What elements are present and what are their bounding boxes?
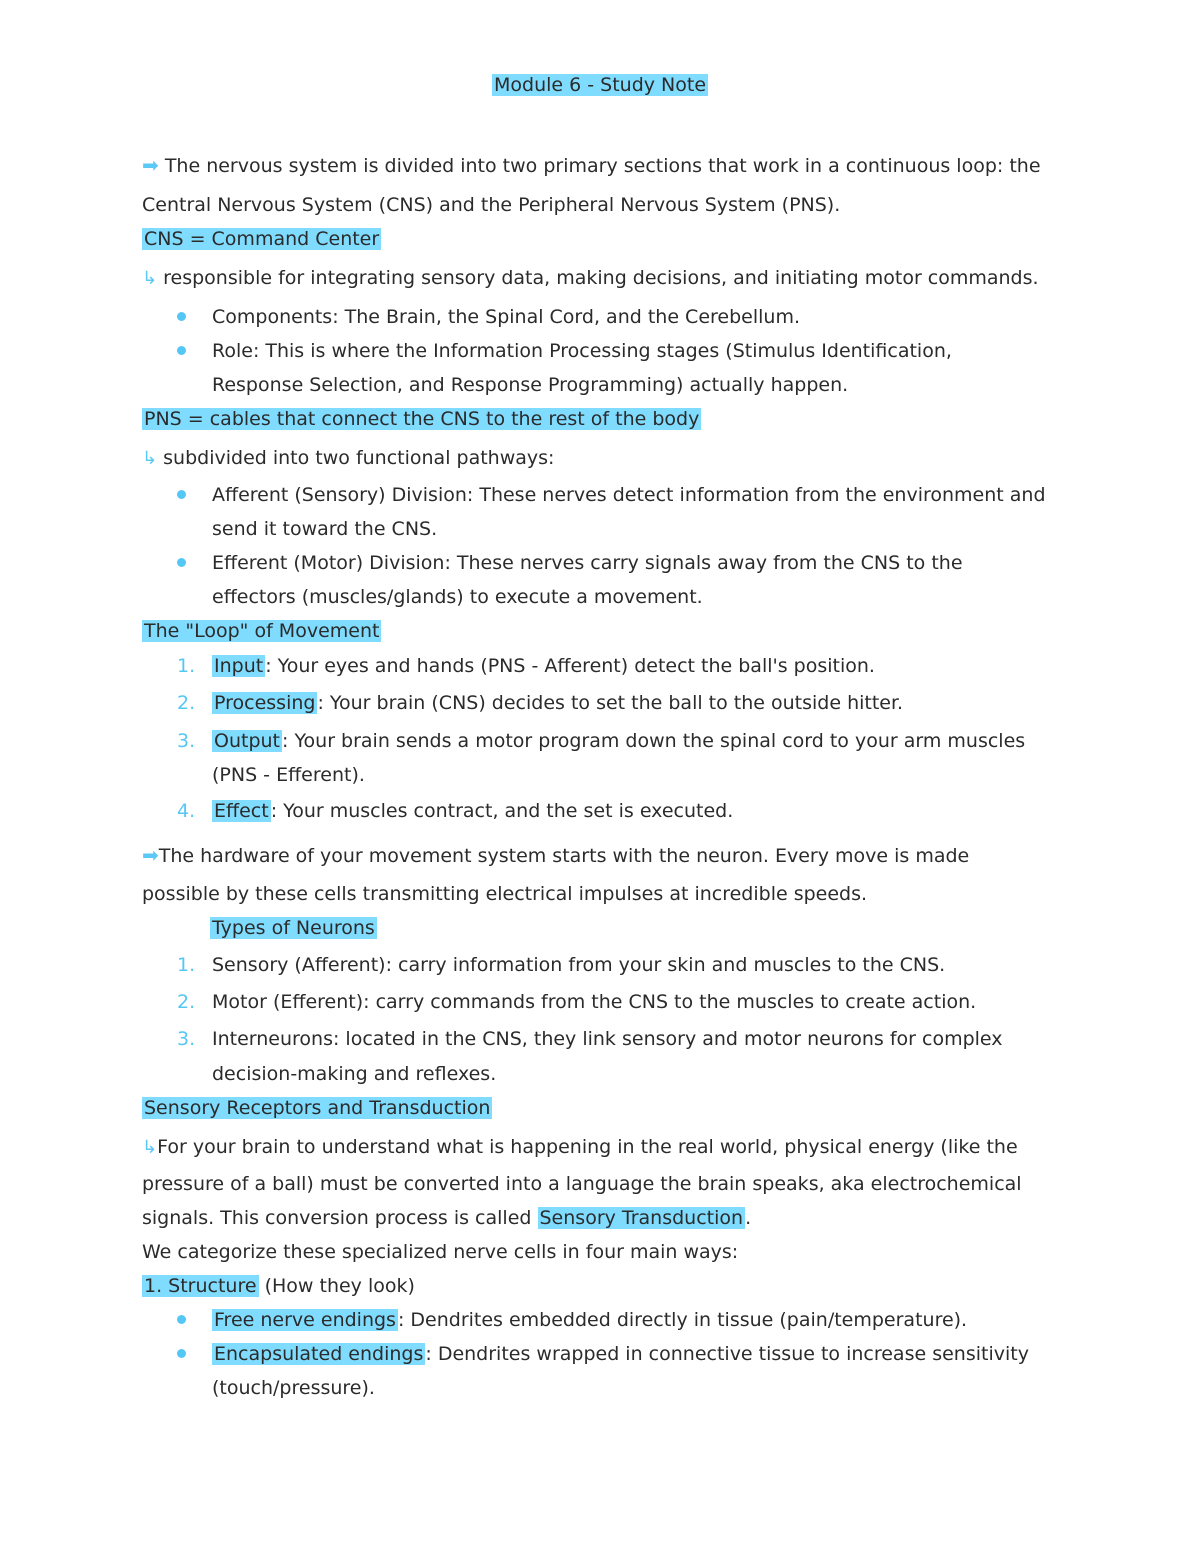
structure-heading: 1. Structure [144,1275,257,1297]
loop-heading: The "Loop" of Movement [144,620,380,642]
cns-role-line-1: Role: This is where the Information Processing stages (Stimulus Identification, [212,340,952,362]
intro-line-1: The nervous system is divided into two primary sections that work in a continuous loop: the [164,155,1041,177]
right-arrow-icon: ➡ [142,153,159,177]
pns-heading: PNS = cables that connect the CNS to the rest of the body [144,408,700,430]
cns-description: responsible for integrating sensory data, making decisions, and initiating motor commands. [163,267,1039,289]
list-number: 2. [177,692,196,714]
list-number: 3. [177,730,196,752]
sensory-transduction-term: Sensory Transduction [539,1207,744,1229]
list-number: 1. [177,655,196,677]
cns-role-line-2: Response Selection, and Response Programming) actually happen. [212,374,849,396]
bullet-icon [177,1315,186,1324]
receptors-line-1: For your brain to understand what is happening in the real world, physical energy (like the [157,1136,1018,1158]
down-right-arrow-icon: ↳ [142,1137,158,1158]
loop-text: : Your eyes and hands (PNS - Afferent) detect the ball's position. [265,655,875,677]
loop-text: : Your brain (CNS) decides to set the ball to the outside hitter. [317,692,904,714]
bullet-icon [177,558,186,567]
receptors-line-4: We categorize these specialized nerve cells in four main ways: [142,1241,739,1263]
structure-text: (touch/pressure). [212,1377,375,1399]
neuron-type: Interneurons: located in the CNS, they link sensory and motor neurons for complex [212,1028,1003,1050]
down-right-arrow-icon: ↳ [142,268,158,289]
loop-key: Effect [214,800,269,822]
pns-description: subdivided into two functional pathways: [163,447,555,469]
receptors-line-3: signals. This conversion process is called [142,1207,538,1229]
right-arrow-icon: ➡ [142,843,159,867]
cns-heading: CNS = Command Center [144,228,380,250]
structure-text: : Dendrites wrapped in connective tissue to increase sensitivity [425,1343,1029,1365]
page-title: Module 6 - Study Note [493,74,707,96]
neuron-type: decision-making and reflexes. [212,1063,497,1085]
neurons-heading: Types of Neurons [212,917,375,939]
down-right-arrow-icon: ↳ [142,448,158,469]
bullet-icon [177,1349,186,1358]
bullet-icon [177,312,186,321]
afferent-line-2: send it toward the CNS. [212,518,438,540]
hardware-line-2: possible by these cells transmitting electrical impulses at incredible speeds. [142,883,868,905]
bullet-icon [177,490,186,499]
efferent-line-2: effectors (muscles/glands) to execute a movement. [212,586,703,608]
structure-key: Free nerve endings [214,1309,396,1331]
loop-text: : Your muscles contract, and the set is executed. [270,800,734,822]
loop-key: Processing [214,692,316,714]
loop-text: : Your brain sends a motor program down the spinal cord to your arm muscles [282,730,1026,752]
neuron-type: Sensory (Afferent): carry information from your skin and muscles to the CNS. [212,954,946,976]
neuron-type: Motor (Efferent): carry commands from the CNS to the muscles to create action. [212,991,977,1013]
structure-key: Encapsulated endings [214,1343,424,1365]
list-number: 2. [177,991,196,1013]
afferent-line-1: Afferent (Sensory) Division: These nerves detect information from the environment and [212,484,1046,506]
list-number: 3. [177,1028,196,1050]
bullet-icon [177,346,186,355]
receptors-line-2: pressure of a ball) must be converted into a language the brain speaks, aka electrochemical [142,1173,1022,1195]
list-number: 1. [177,954,196,976]
cns-components: Components: The Brain, the Spinal Cord, and the Cerebellum. [212,306,800,328]
loop-key: Output [214,730,280,752]
receptors-heading: Sensory Receptors and Transduction [144,1097,491,1119]
list-number: 4. [177,800,196,822]
structure-text: : Dendrites embedded directly in tissue (pain/temperature). [397,1309,968,1331]
efferent-line-1: Efferent (Motor) Division: These nerves carry signals away from the CNS to the [212,552,963,574]
loop-text: (PNS - Efferent). [212,764,365,786]
loop-key: Input [214,655,264,677]
intro-line-2: Central Nervous System (CNS) and the Peripheral Nervous System (PNS). [142,194,841,216]
hardware-line-1: The hardware of your movement system starts with the neuron. Every move is made [158,845,970,867]
